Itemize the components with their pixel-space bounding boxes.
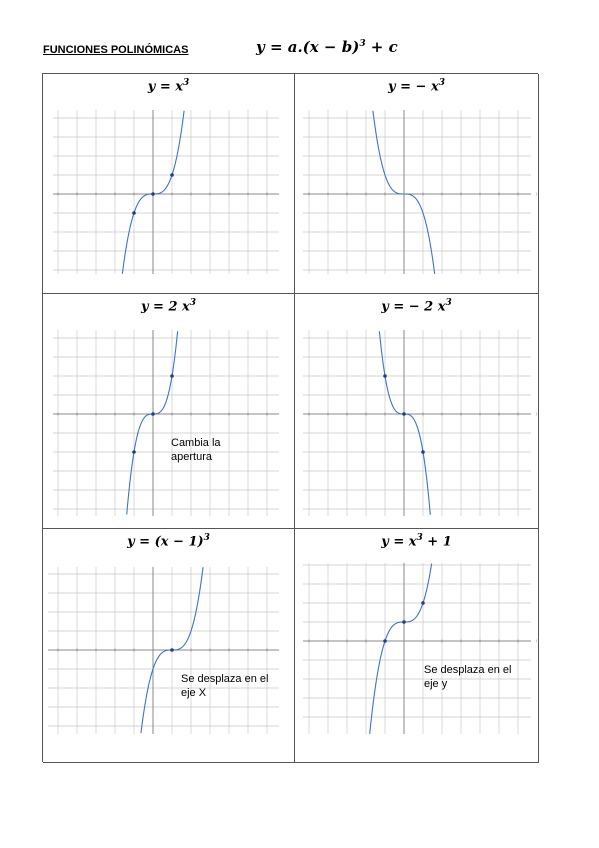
data-point [132, 211, 136, 215]
general-formula-tail: + c [365, 38, 398, 56]
panel-shift-x [43, 529, 295, 763]
panel-title-tail: + 1 [422, 534, 452, 550]
panel-title-text: y = (x − 1) [127, 534, 204, 550]
data-point [383, 639, 387, 643]
data-point [151, 192, 155, 196]
data-point [132, 450, 136, 454]
general-formula [256, 38, 398, 56]
data-point [421, 601, 425, 605]
general-formula-exponent: 3 [359, 39, 366, 49]
plot-minus-two-x-cubed [295, 294, 537, 524]
function-curve [370, 564, 432, 734]
data-point [383, 374, 387, 378]
shift-y-note [424, 663, 511, 691]
data-point [402, 412, 406, 416]
plot-two-x-cubed [43, 294, 293, 524]
panel-title-exponent: 3 [203, 533, 210, 543]
shift-x-note [181, 672, 268, 700]
opening-note [171, 436, 221, 464]
function-curve [127, 331, 178, 514]
panel-title-text: y = x [147, 79, 183, 95]
data-point [170, 374, 174, 378]
panel-title-exponent: 3 [416, 533, 423, 543]
panel-title-text: y = 2 x [140, 299, 190, 315]
note-line-2: eje y [424, 678, 448, 690]
panel-minus-two-x-cubed [295, 294, 539, 529]
panel-x-cubed [43, 74, 295, 294]
plot-shift-y [295, 529, 537, 757]
data-point [170, 173, 174, 177]
note-line-1: Se desplaza en el [181, 673, 269, 685]
note-line-2: apertura [171, 451, 212, 463]
panel-two-x-cubed [43, 294, 295, 529]
panel-title-text: y = − 2 x [381, 299, 446, 315]
panel-title-exponent: 3 [438, 78, 445, 88]
note-line-1: Se desplaza en el [424, 664, 512, 676]
note-line-2: eje X [181, 687, 207, 699]
plot-minus-x-cubed [295, 74, 537, 289]
plot-x-cubed [43, 74, 293, 289]
panel-title-text: y = x [381, 534, 417, 550]
note-line-1: Cambia la [171, 437, 221, 449]
functions-table [42, 73, 538, 762]
page-heading: FUNCIONES POLINÓMICAS [43, 44, 189, 56]
data-point [151, 412, 155, 416]
plot-shift-x [43, 529, 293, 757]
general-formula-base: y = a.(x − b) [256, 38, 360, 56]
panel-shift-y [295, 529, 539, 763]
panel-title-exponent: 3 [182, 78, 190, 88]
data-point [421, 450, 425, 454]
panel-title-exponent: 3 [445, 298, 452, 308]
panel-minus-x-cubed [295, 74, 539, 294]
data-point [170, 648, 174, 652]
panel-title-text: y = − x [388, 79, 439, 95]
panel-title-exponent: 3 [189, 298, 197, 308]
data-point [402, 620, 406, 624]
